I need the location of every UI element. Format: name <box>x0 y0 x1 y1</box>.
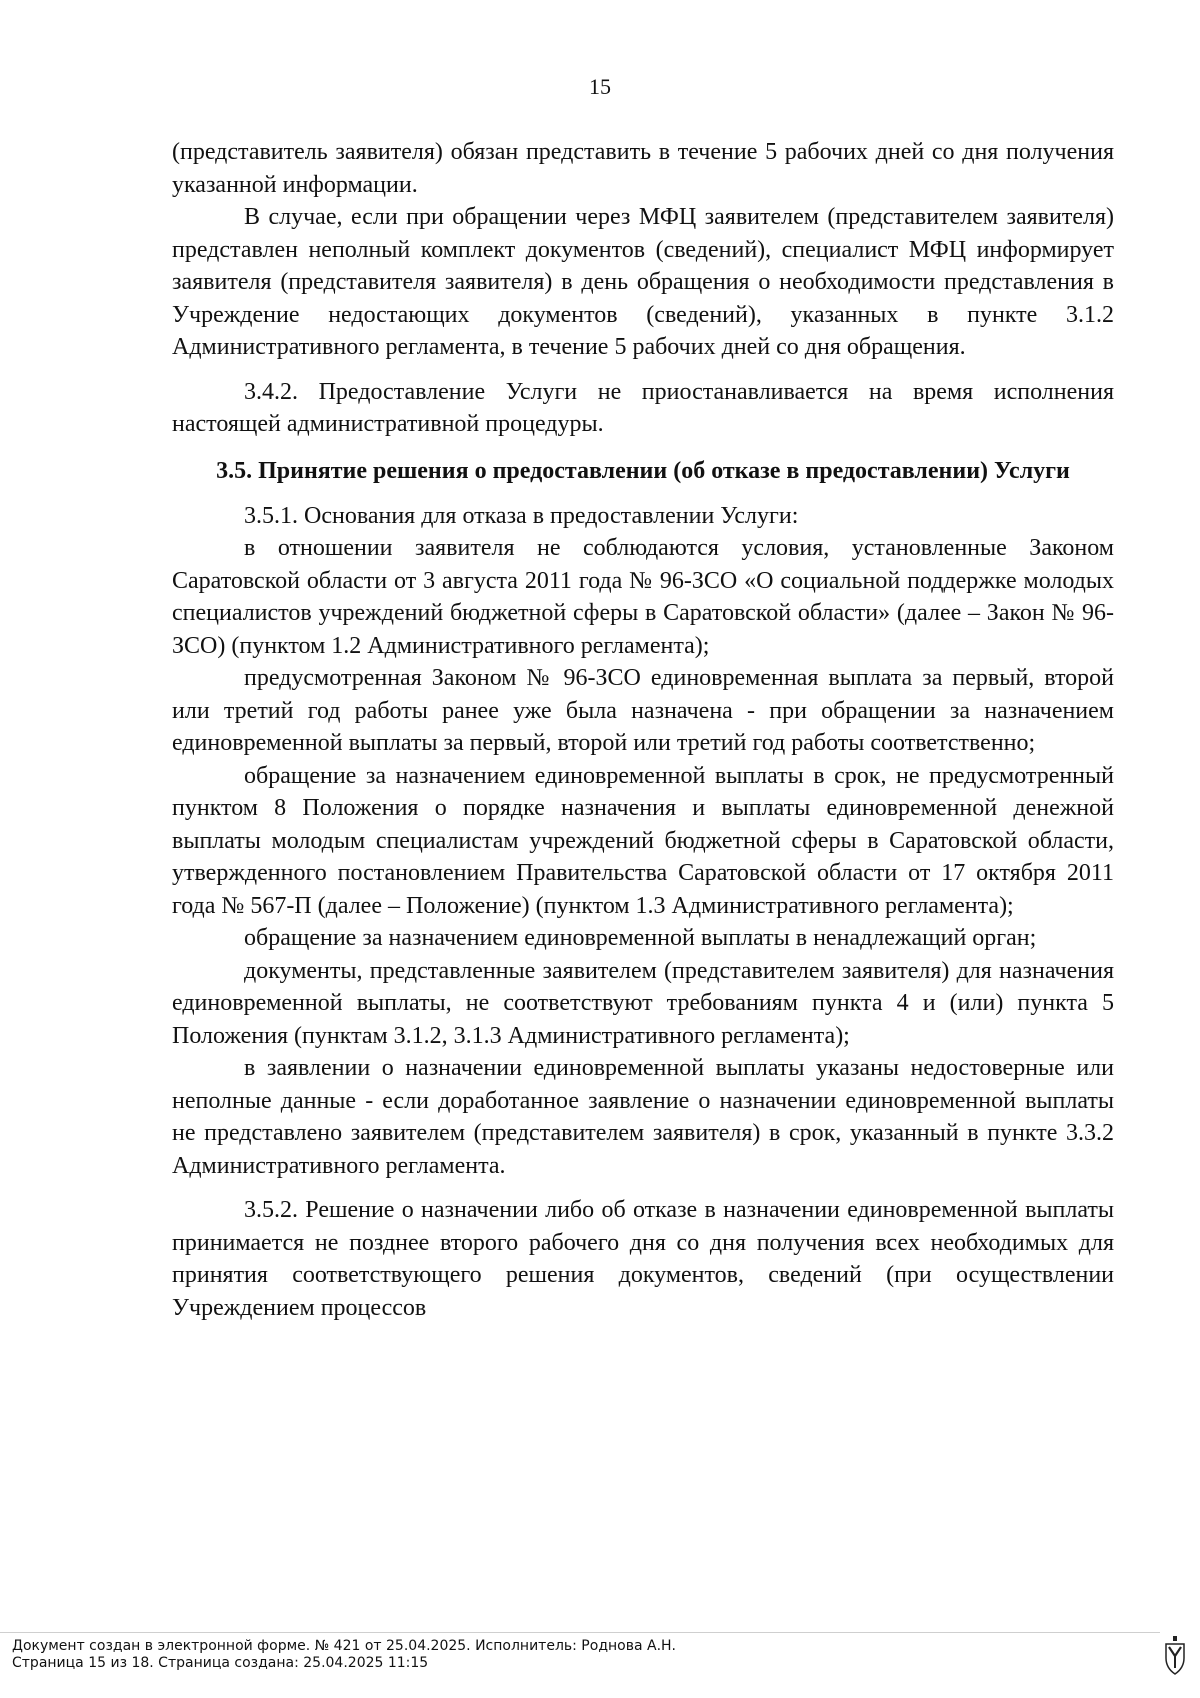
regional-coat-of-arms-icon <box>1164 1636 1186 1676</box>
footer-line-document-info: Документ создан в электронной форме. № 421 от 25.04.2025. Исполнитель: Роднова А.Н. <box>12 1638 677 1654</box>
footer-divider <box>0 1632 1160 1633</box>
paragraph-mfc-incomplete-documents: В случае, если при обращении через МФЦ заявителем (представителем заявителя) представлен неполный комплект документов (сведений), специалист МФЦ информирует заявителя (представителя заявителя) в день обращения о необходимости представления в Учреждение недостающих документов (сведений), указанных в пункте 3.1.2 Административного регламента, в течение 5 рабочих дней со дня обращения. <box>172 204 1114 360</box>
paragraph-3-5-1: 3.5.1. Основания для отказа в предоставлении Услуги: <box>244 502 799 529</box>
footer-line-page-info: Страница 15 из 18. Страница создана: 25.04.2025 11:15 <box>12 1655 429 1671</box>
list-item-already-assigned: предусмотренная Законом № 96-ЗСО единовременная выплата за первый, второй или третий год работы ранее уже была назначена - при обращении за назначением единовременной выплаты за первый, второй или третий год работы соответственно; <box>172 665 1114 756</box>
document-body <box>172 136 1114 1324</box>
page-number: 15 <box>589 74 611 99</box>
list-item-unreliable-data: в заявлении о назначении единовременной выплаты указаны недостоверные или неполные данные - если доработанное заявление о назначении единовременной выплаты не представлено заявителем (представителем заявителя) в срок, указанный в пункте 3.3.2 Административного регламента. <box>172 1055 1114 1179</box>
paragraph-3-5-2: 3.5.2. Решение о назначении либо об отказе в назначении единовременной выплаты принимается не позднее второго рабочего дня со дня получения всех необходимых для принятия соответствующего решения документов, сведений (при осуществлении Учреждением процессов <box>172 1197 1114 1321</box>
document-footer <box>12 1638 676 1672</box>
list-item-conditions-not-met: в отношении заявителя не соблюдаются условия, установленные Законом Саратовской области от 3 августа 2011 года № 96-ЗСО «О социальной поддержке молодых специалистов учреждений бюджетной сферы в Саратовской области» (далее – Закон № 96-ЗСО) (пунктом 1.2 Административного регламента); <box>172 535 1114 659</box>
list-item-deadline-violation: обращение за назначением единовременной выплаты в срок, не предусмотренный пунктом 8 Положения о порядке назначения и выплаты единовременной денежной выплаты молодым специалистам учреждений бюджетной сферы в Саратовской области, утвержденного постановлением Правительства Саратовской области от 17 октября 2011 года № 567-П (далее – Положение) (пунктом 1.3 Административного регламента); <box>172 762 1114 919</box>
list-item-wrong-authority: обращение за назначением единовременной выплаты в ненадлежащий орган; <box>244 925 1037 951</box>
list-item-documents-mismatch: документы, представленные заявителем (представителем заявителя) для назначения единовременной выплаты, не соответствуют требованиям пункта 4 и (или) пункта 5 Положения (пунктам 3.1.2, 3.1.3 Административного регламента); <box>172 957 1114 1049</box>
paragraph-3-4-2: 3.4.2. Предоставление Услуги не приостанавливается на время исполнения настоящей административной процедуры. <box>172 378 1114 437</box>
paragraph-continuation: (представитель заявителя) обязан представить в течение 5 рабочих дней со дня получения указанной информации. <box>172 139 1114 198</box>
section-heading-3-5: 3.5. Принятие решения о предоставлении (об отказе в предоставлении) Услуги <box>216 457 1070 484</box>
